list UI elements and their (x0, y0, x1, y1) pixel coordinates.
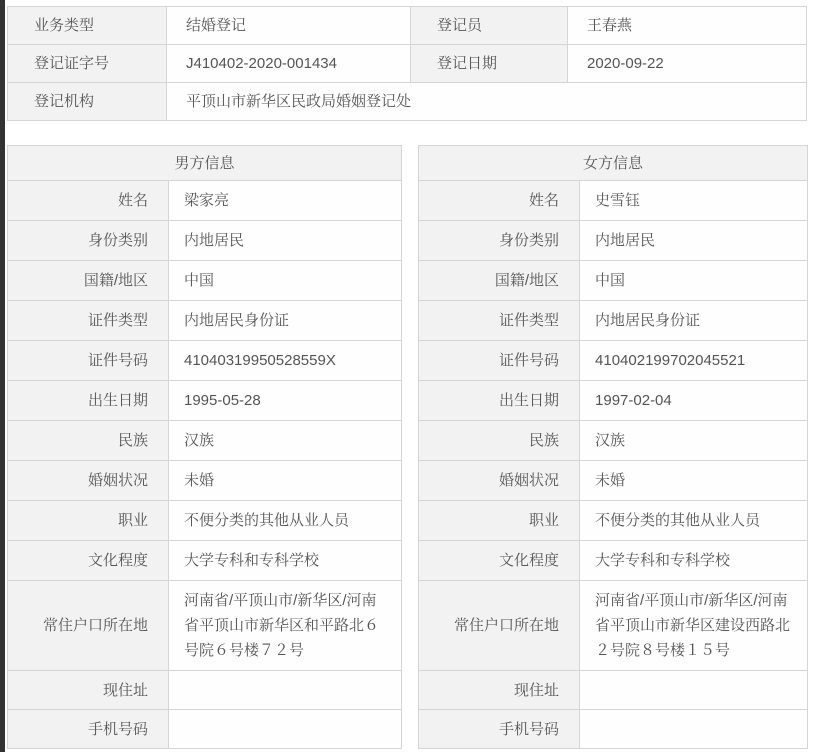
field-label: 常住户口所在地 (419, 581, 580, 671)
field-label: 证件号码 (419, 341, 580, 381)
info-row (419, 710, 808, 749)
registration-office-label: 登记机构 (8, 83, 167, 121)
registrar-label: 登记员 (411, 7, 568, 45)
party-info-tables (7, 145, 808, 749)
field-value: 不便分类的其他从业人员 (580, 501, 808, 541)
field-label: 证件类型 (419, 301, 580, 341)
male-info-title: 男方信息 (8, 146, 402, 181)
field-value: 大学专科和专科学校 (169, 541, 402, 581)
business-type-value: 结婚登记 (167, 7, 411, 45)
field-value: 史雪钰 (580, 181, 808, 221)
info-row (419, 181, 808, 221)
info-row (8, 501, 402, 541)
summary-row (8, 83, 807, 121)
registrar-value: 王春燕 (568, 7, 807, 45)
business-type-label: 业务类型 (8, 7, 167, 45)
left-edge-strip (0, 0, 5, 752)
male-info-table (7, 145, 402, 749)
info-row (8, 301, 402, 341)
field-label: 国籍/地区 (419, 261, 580, 301)
info-row (419, 301, 808, 341)
female-info-table (418, 145, 808, 749)
field-label: 证件号码 (8, 341, 169, 381)
field-value (580, 710, 808, 749)
field-label: 文化程度 (8, 541, 169, 581)
field-label: 现住址 (8, 671, 169, 710)
field-value: 未婚 (580, 461, 808, 501)
info-row (419, 261, 808, 301)
table-header-row (419, 146, 808, 181)
info-row (8, 541, 402, 581)
info-row (419, 221, 808, 261)
info-row (8, 381, 402, 421)
field-value: 中国 (169, 261, 402, 301)
record-content (7, 6, 808, 749)
field-value: 1995-05-28 (169, 381, 402, 421)
info-row (8, 671, 402, 710)
field-label: 民族 (419, 421, 580, 461)
field-value: 1997-02-04 (580, 381, 808, 421)
field-label: 现住址 (419, 671, 580, 710)
field-value: 未婚 (169, 461, 402, 501)
female-info-title: 女方信息 (419, 146, 808, 181)
registration-office-value: 平顶山市新华区民政局婚姻登记处 (167, 83, 807, 121)
field-label: 常住户口所在地 (8, 581, 169, 671)
field-value: 中国 (580, 261, 808, 301)
field-label: 姓名 (419, 181, 580, 221)
certificate-number-label: 登记证字号 (8, 45, 167, 83)
field-label: 手机号码 (419, 710, 580, 749)
field-value: 汉族 (169, 421, 402, 461)
field-value (169, 671, 402, 710)
info-row (8, 710, 402, 749)
field-value: 内地居民身份证 (580, 301, 808, 341)
registration-date-value: 2020-09-22 (568, 45, 807, 83)
registration-date-label: 登记日期 (411, 45, 568, 83)
field-label: 证件类型 (8, 301, 169, 341)
field-label: 职业 (419, 501, 580, 541)
info-row (8, 221, 402, 261)
certificate-number-value: J410402-2020-001434 (167, 45, 411, 83)
field-value: 内地居民身份证 (169, 301, 402, 341)
field-value: 不便分类的其他从业人员 (169, 501, 402, 541)
summary-row (8, 7, 807, 45)
field-label: 姓名 (8, 181, 169, 221)
field-label: 文化程度 (419, 541, 580, 581)
info-row (8, 461, 402, 501)
info-row (8, 581, 402, 671)
registration-summary-table (7, 6, 807, 121)
field-label: 身份类别 (8, 221, 169, 261)
info-row (8, 261, 402, 301)
field-value: 410402199702045521 (580, 341, 808, 381)
field-label: 手机号码 (8, 710, 169, 749)
field-label: 婚姻状况 (8, 461, 169, 501)
info-row (419, 671, 808, 710)
field-value: 河南省/平顶山市/新华区/河南省平顶山市新华区和平路北６号院６号楼７２号 (169, 581, 402, 671)
field-value: 梁家亮 (169, 181, 402, 221)
table-header-row (8, 146, 402, 181)
summary-row (8, 45, 807, 83)
field-value (580, 671, 808, 710)
info-row (419, 501, 808, 541)
field-value: 内地居民 (580, 221, 808, 261)
field-label: 民族 (8, 421, 169, 461)
field-value: 河南省/平顶山市/新华区/河南省平顶山市新华区建设西路北２号院８号楼１５号 (580, 581, 808, 671)
info-row (419, 581, 808, 671)
field-value: 内地居民 (169, 221, 402, 261)
field-label: 国籍/地区 (8, 261, 169, 301)
field-label: 职业 (8, 501, 169, 541)
info-row (8, 341, 402, 381)
info-row (419, 461, 808, 501)
info-row (8, 421, 402, 461)
info-row (419, 541, 808, 581)
field-value (169, 710, 402, 749)
info-row (419, 421, 808, 461)
field-value: 汉族 (580, 421, 808, 461)
info-row (8, 181, 402, 221)
field-value: 大学专科和专科学校 (580, 541, 808, 581)
info-row (419, 381, 808, 421)
field-label: 婚姻状况 (419, 461, 580, 501)
field-label: 出生日期 (419, 381, 580, 421)
field-label: 出生日期 (8, 381, 169, 421)
field-value: 41040319950528559X (169, 341, 402, 381)
info-row (419, 341, 808, 381)
field-label: 身份类别 (419, 221, 580, 261)
